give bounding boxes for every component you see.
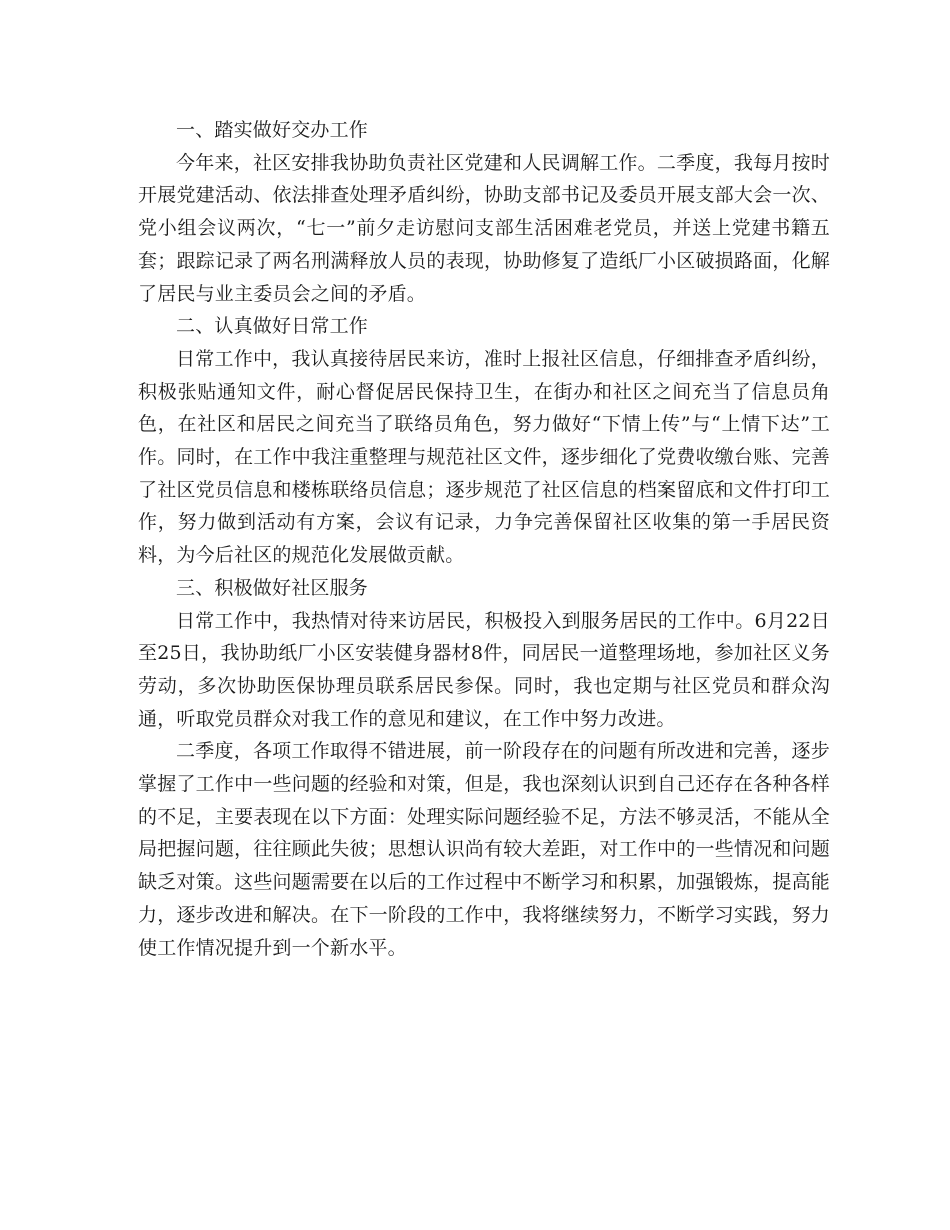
- paragraph-2: 日常工作中，我认真接待居民来访，准时上报社区信息，仔细排查矛盾纠纷，积极张贴通知文件，耐心督促居民保持卫生，在街办和社区之间充当了信息员角色，在社区和居民之间充当了联络员角色，努力做好“下情上传”与“上情下达”工作。同时，在工作中我注重整理与规范社区文件，逐步细化了党费收缴台账、完善了社区党员信息和楼栋联络员信息；逐步规范了社区信息的档案留底和文件打印工作，努力做到活动有方案，会议有记录，力争完善保留社区收集的第一手居民资料，为今后社区的规范化发展做贡献。: [138, 347, 830, 567]
- paragraph-3: 日常工作中，我热情对待来访居民，积极投入到服务居民的工作中。6月22日至25日，我协助纸厂小区安装健身器材8件，同居民一道整理场地，参加社区义务劳动，多次协助医保协理员联系居民参保。同时，我也定期与社区党员和群众沟通，听取党员群众对我工作的意见和建议，在工作中努力改进。: [138, 609, 830, 730]
- document-body: [138, 114, 830, 964]
- paragraph-4: 二季度，各项工作取得不错进展，前一阶段存在的问题有所改进和完善，逐步掌握了工作中一些问题的经验和对策，但是，我也深刻认识到自己还存在各种各样的不足，主要表现在以下方面：处理实际问题经验不足，方法不够灵活，不能从全局把握问题，往往顾此失彼；思想认识尚有较大差距，对工作中的一些情况和问题缺乏对策。这些问题需要在以后的工作过程中不断学习和积累，加强锻炼，提高能力，逐步改进和解决。在下一阶段的工作中，我将继续努力，不断学习实践，努力使工作情况提升到一个新水平。: [138, 740, 830, 959]
- paragraph-1: 今年来，社区安排我协助负责社区党建和人民调解工作。二季度，我每月按时开展党建活动、依法排查处理矛盾纠纷，协助支部书记及委员开展支部大会一次、党小组会议两次，“七一”前夕走访慰问支部生活困难老党员，并送上党建书籍五套；跟踪记录了两名刑满释放人员的表现，协助修复了造纸厂小区破损路面，化解了居民与业主委员会之间的矛盾。: [138, 151, 830, 305]
- section-heading-2: 二、认真做好日常工作: [176, 315, 369, 338]
- section-heading-3: 三、积极做好社区服务: [176, 576, 369, 599]
- section-heading-1: 一、踏实做好交办工作: [176, 119, 369, 141]
